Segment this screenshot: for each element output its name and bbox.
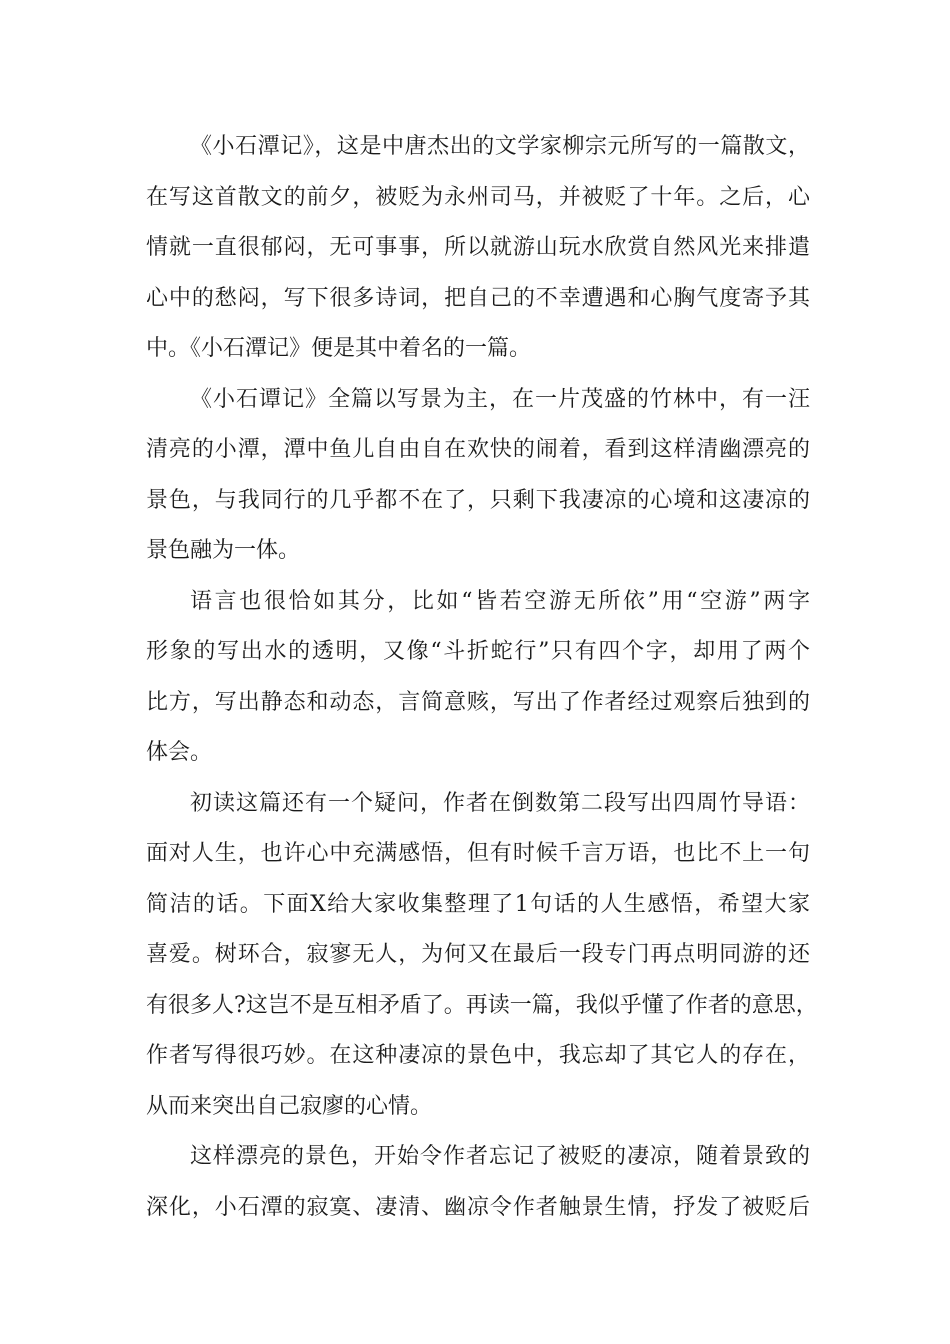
text-line: 语言也很恰如其分，比如“皆若空游无所依”用“空游”两字 bbox=[190, 588, 810, 614]
paragraph-2 bbox=[146, 375, 810, 577]
text-line: 《小石谭记》全篇以写景为主，在一片茂盛的竹林中，有一汪 bbox=[190, 386, 810, 412]
text-line: 深化，小石潭的寂寞、凄清、幽凉令作者触景生情，抒发了被贬后 bbox=[146, 1194, 810, 1220]
paragraph-1 bbox=[146, 122, 810, 375]
text-line: 形象的写出水的透明，又像“斗折蛇行”只有四个字，却用了两个 bbox=[146, 639, 810, 664]
paragraph-4 bbox=[146, 779, 818, 1133]
text-line: 简洁的话。下面X给大家收集整理了1句话的人生感悟，希望大家 bbox=[146, 891, 810, 917]
text-line: 体会。 bbox=[146, 740, 213, 765]
text-line: 情就一直很郁闷，无可事事，所以就游山玩水欣赏自然风光来排遣 bbox=[146, 235, 810, 260]
text-line: 喜爱。树环合，寂寥无人，为何又在最后一段专门再点明同游的还 bbox=[146, 942, 810, 967]
text-line: 有很多人?这岂不是互相矛盾了。再读一篇，我似乎懂了作者的意思， bbox=[146, 992, 818, 1018]
text-line: 景色融为一体。 bbox=[146, 538, 301, 563]
document-body bbox=[146, 122, 818, 1233]
text-line: 初读这篇还有一个疑问，作者在倒数第二段写出四周竹导语： bbox=[190, 790, 810, 816]
text-line: 面对人生，也许心中充满感悟，但有时候千言万语，也比不上一句 bbox=[146, 841, 810, 866]
paragraph-5 bbox=[146, 1132, 810, 1233]
text-line: 这样漂亮的景色，开始令作者忘记了被贬的凄凉，随着景致的 bbox=[190, 1144, 810, 1169]
text-line: 比方，写出静态和动态，言简意赅，写出了作者经过观察后独到的 bbox=[146, 689, 810, 715]
text-line: 景色，与我同行的几乎都不在了，只剩下我凄凉的心境和这凄凉的 bbox=[146, 487, 810, 513]
text-line: 中。《小石潭记》便是其中着名的一篇。 bbox=[146, 336, 532, 361]
text-line: 作者写得很巧妙。在这种凄凉的景色中，我忘却了其它人的存在， bbox=[146, 1043, 810, 1068]
paragraph-3 bbox=[146, 577, 810, 779]
text-line: 在写这首散文的前夕，被贬为永州司马，并被贬了十年。之后，心 bbox=[146, 184, 810, 210]
text-line: 从而来突出自己寂廖的心情。 bbox=[146, 1093, 433, 1119]
text-line: 清亮的小潭，潭中鱼儿自由自在欢快的闹着，看到这样清幽漂亮的 bbox=[146, 437, 810, 462]
text-line: 心中的愁闷，写下很多诗词，把自己的不幸遭遇和心胸气度寄予其 bbox=[146, 285, 810, 311]
text-line: 《小石潭记》，这是中唐杰出的文学家柳宗元所写的一篇散文， bbox=[190, 134, 810, 159]
